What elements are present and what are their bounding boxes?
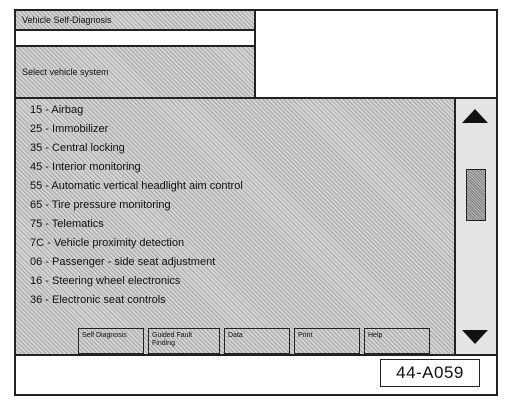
list-item[interactable]: 25 - Immobilizer xyxy=(30,123,109,135)
guided-fault-finding-button[interactable]: Guided Fault Finding xyxy=(148,328,220,354)
print-button[interactable]: Print xyxy=(294,328,360,354)
figure-label: 44-A059 xyxy=(380,359,480,387)
title-gap xyxy=(16,31,254,47)
scroll-down-icon[interactable] xyxy=(462,330,488,344)
data-button[interactable]: Data xyxy=(224,328,290,354)
list-item[interactable]: 45 - Interior monitoring xyxy=(30,161,141,173)
help-button[interactable]: Help xyxy=(364,328,430,354)
list-item[interactable]: 7C - Vehicle proximity detection xyxy=(30,237,185,249)
app-title: Vehicle Self-Diagnosis xyxy=(22,15,112,25)
list-item[interactable]: 65 - Tire pressure monitoring xyxy=(30,199,171,211)
self-diagnosis-button[interactable]: Self Diagnosis xyxy=(78,328,144,354)
header-right-panel xyxy=(256,11,496,99)
list-item[interactable]: 36 - Electronic seat controls xyxy=(30,294,166,306)
list-item[interactable]: 75 - Telematics xyxy=(30,218,104,230)
list-item[interactable]: 16 - Steering wheel electronics xyxy=(30,275,181,287)
scrollbar[interactable] xyxy=(454,99,496,354)
scroll-thumb[interactable] xyxy=(466,169,486,221)
scroll-up-icon[interactable] xyxy=(462,109,488,123)
list-item[interactable]: 06 - Passenger - side seat adjustment xyxy=(30,256,216,268)
prompt-area xyxy=(16,47,254,97)
title-bar xyxy=(16,11,254,31)
list-item[interactable]: 55 - Automatic vertical headlight aim control xyxy=(30,180,243,192)
system-list xyxy=(16,99,454,354)
list-item[interactable]: 35 - Central locking xyxy=(30,142,125,154)
header-left-panel xyxy=(16,11,256,99)
list-item[interactable]: 15 - Airbag xyxy=(30,104,84,116)
button-bar xyxy=(16,328,454,354)
prompt-text: Select vehicle system xyxy=(22,67,109,77)
